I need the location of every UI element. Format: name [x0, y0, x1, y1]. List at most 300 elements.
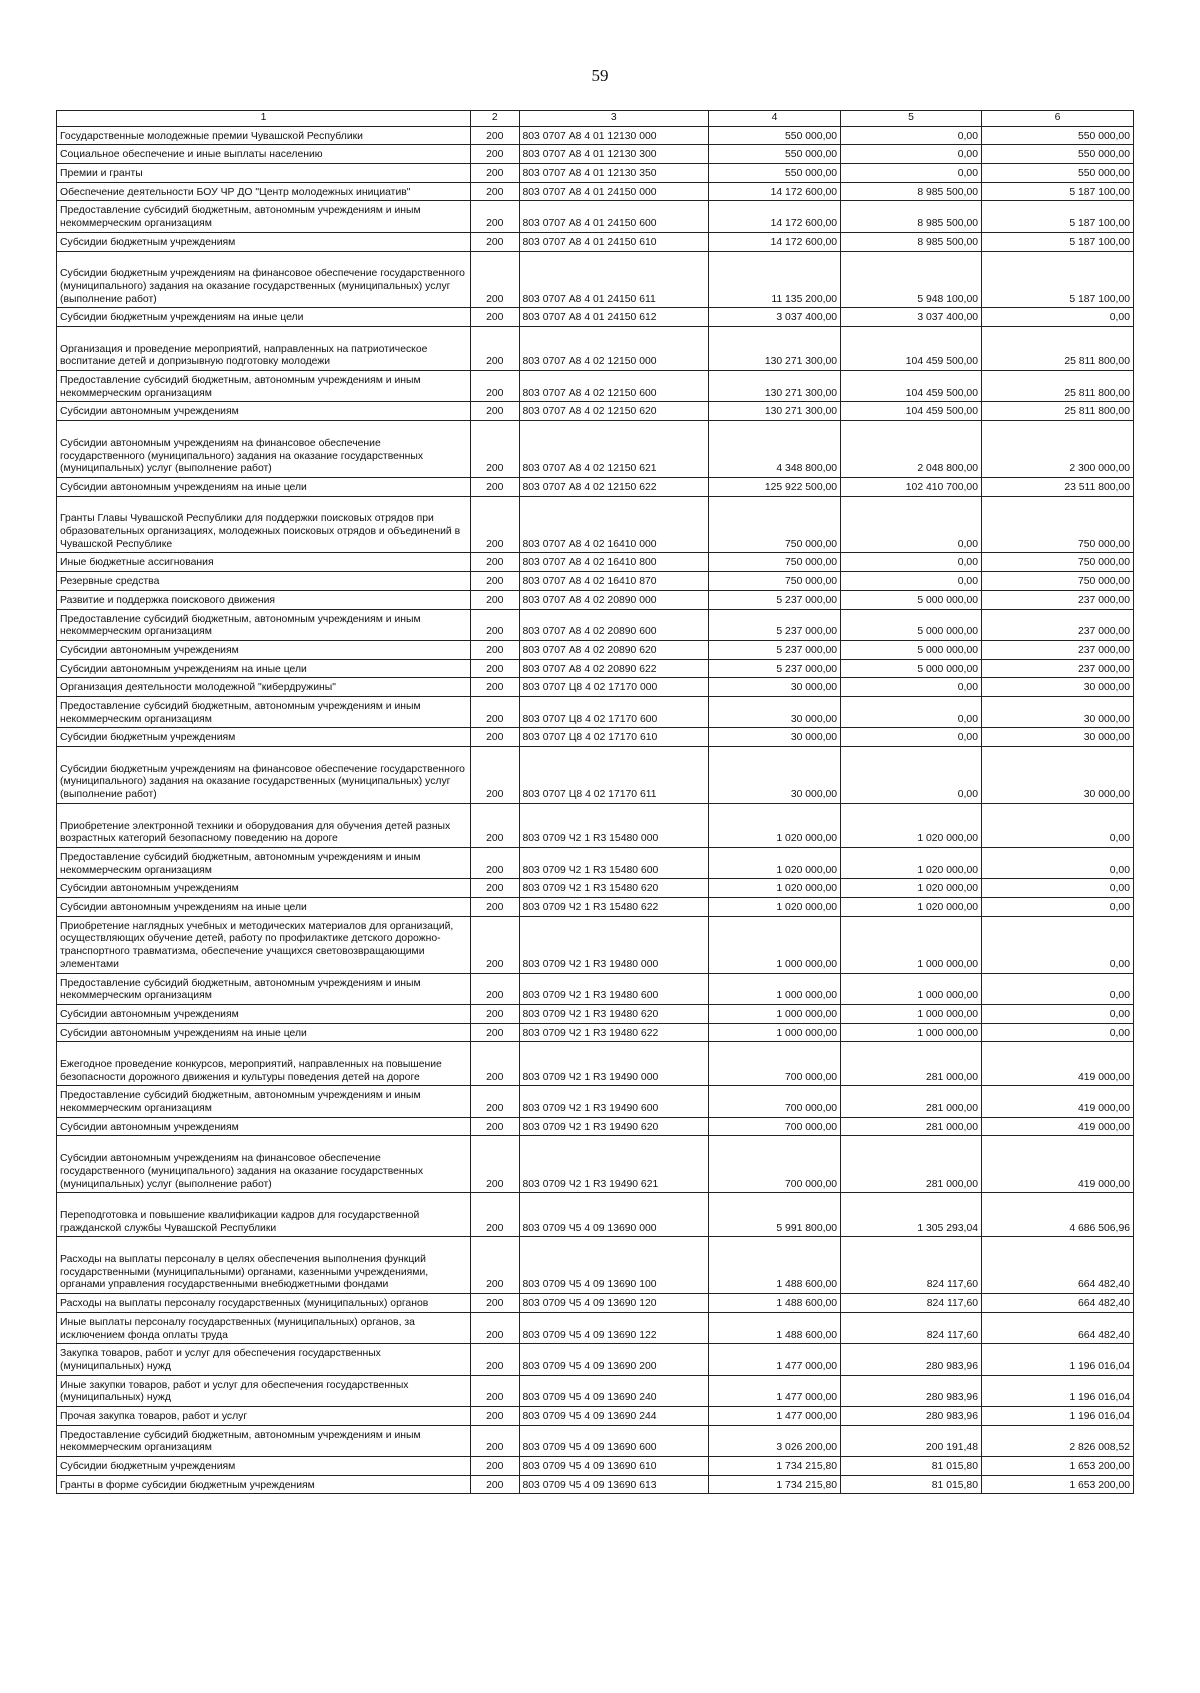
table-row	[57, 590, 1134, 609]
row-classification-cell: 803 0709 Ч5 4 09 13690 610	[519, 1457, 708, 1476]
row-col5-cell: 102 410 700,00	[841, 477, 982, 496]
row-col5-cell: 1 000 000,00	[841, 1004, 982, 1023]
row-col6-cell: 419 000,00	[982, 1086, 1134, 1117]
row-classification-cell: 803 0707 А8 4 02 12150 000	[519, 327, 708, 371]
table-row	[57, 640, 1134, 659]
row-classification-cell: 803 0707 А8 4 01 12130 350	[519, 164, 708, 183]
table-row	[57, 1117, 1134, 1136]
row-code-cell: 200	[471, 1425, 519, 1456]
row-col6-cell: 1 196 016,04	[982, 1344, 1134, 1375]
row-code-cell: 200	[471, 371, 519, 402]
row-col6-cell: 237 000,00	[982, 640, 1134, 659]
row-col6-cell: 0,00	[982, 973, 1134, 1004]
row-code-cell: 200	[471, 1457, 519, 1476]
row-classification-cell: 803 0707 А8 4 02 20890 622	[519, 659, 708, 678]
table-row	[57, 496, 1134, 553]
row-col5-cell: 5 948 100,00	[841, 251, 982, 308]
row-col4-cell: 1 020 000,00	[708, 803, 840, 847]
table-row	[57, 898, 1134, 917]
row-classification-cell: 803 0709 Ч5 4 09 13690 120	[519, 1294, 708, 1313]
row-col5-cell: 3 037 400,00	[841, 308, 982, 327]
row-col5-cell: 0,00	[841, 572, 982, 591]
row-col6-cell: 750 000,00	[982, 496, 1134, 553]
row-col4-cell: 5 237 000,00	[708, 609, 840, 640]
budget-table	[56, 110, 1134, 1494]
row-name-cell: Субсидии автономным учреждениям	[57, 402, 471, 421]
row-code-cell: 200	[471, 973, 519, 1004]
row-col5-cell: 1 020 000,00	[841, 847, 982, 878]
table-row	[57, 1406, 1134, 1425]
row-name-cell: Развитие и поддержка поискового движения	[57, 590, 471, 609]
row-name-cell: Прочая закупка товаров, работ и услуг	[57, 1406, 471, 1425]
row-name-cell: Расходы на выплаты персоналу в целях обеспечения выполнения функций государственными (муниципальными) органами, казенными учреждениями, органами управления государственными внебюджетными фондами	[57, 1237, 471, 1294]
row-code-cell: 200	[471, 251, 519, 308]
row-col6-cell: 0,00	[982, 847, 1134, 878]
row-code-cell: 200	[471, 308, 519, 327]
row-classification-cell: 803 0707 Ц8 4 02 17170 611	[519, 747, 708, 804]
row-name-cell: Социальное обеспечение и иные выплаты населению	[57, 145, 471, 164]
row-col6-cell: 30 000,00	[982, 678, 1134, 697]
row-col6-cell: 750 000,00	[982, 572, 1134, 591]
row-col5-cell: 81 015,80	[841, 1475, 982, 1494]
row-code-cell: 200	[471, 1294, 519, 1313]
row-col5-cell: 0,00	[841, 126, 982, 145]
table-row	[57, 916, 1134, 973]
row-col6-cell: 30 000,00	[982, 747, 1134, 804]
row-col6-cell: 664 482,40	[982, 1237, 1134, 1294]
row-col5-cell: 1 000 000,00	[841, 916, 982, 973]
row-code-cell: 200	[471, 553, 519, 572]
row-col4-cell: 30 000,00	[708, 728, 840, 747]
row-name-cell: Предоставление субсидий бюджетным, автономным учреждениям и иным некоммерческим организациям	[57, 371, 471, 402]
row-col4-cell: 130 271 300,00	[708, 371, 840, 402]
row-col5-cell: 104 459 500,00	[841, 327, 982, 371]
row-col5-cell: 281 000,00	[841, 1117, 982, 1136]
row-col6-cell: 30 000,00	[982, 728, 1134, 747]
row-code-cell: 200	[471, 126, 519, 145]
row-col6-cell: 5 187 100,00	[982, 201, 1134, 232]
row-classification-cell: 803 0707 А8 4 02 20890 620	[519, 640, 708, 659]
row-name-cell: Субсидии автономным учреждениям на иные цели	[57, 898, 471, 917]
row-code-cell: 200	[471, 1344, 519, 1375]
table-row	[57, 728, 1134, 747]
row-col5-cell: 824 117,60	[841, 1312, 982, 1343]
table-row	[57, 1086, 1134, 1117]
row-code-cell: 200	[471, 164, 519, 183]
row-col5-cell: 8 985 500,00	[841, 232, 982, 251]
row-col6-cell: 550 000,00	[982, 126, 1134, 145]
table-row	[57, 659, 1134, 678]
table-row	[57, 847, 1134, 878]
table-row	[57, 1237, 1134, 1294]
row-col5-cell: 1 020 000,00	[841, 803, 982, 847]
row-col4-cell: 750 000,00	[708, 572, 840, 591]
row-col4-cell: 1 477 000,00	[708, 1344, 840, 1375]
row-name-cell: Предоставление субсидий бюджетным, автономным учреждениям и иным некоммерческим организациям	[57, 1086, 471, 1117]
row-classification-cell: 803 0709 Ч5 4 09 13690 244	[519, 1406, 708, 1425]
row-code-cell: 200	[471, 1136, 519, 1193]
row-name-cell: Субсидии бюджетным учреждениям	[57, 1457, 471, 1476]
row-name-cell: Иные бюджетные ассигнования	[57, 553, 471, 572]
row-name-cell: Субсидии автономным учреждениям	[57, 1117, 471, 1136]
row-col4-cell: 1 000 000,00	[708, 1023, 840, 1042]
row-code-cell: 200	[471, 1312, 519, 1343]
table-row	[57, 1193, 1134, 1237]
row-col6-cell: 419 000,00	[982, 1042, 1134, 1086]
row-col6-cell: 550 000,00	[982, 164, 1134, 183]
row-col6-cell: 1 653 200,00	[982, 1475, 1134, 1494]
row-classification-cell: 803 0709 Ч5 4 09 13690 122	[519, 1312, 708, 1343]
row-classification-cell: 803 0709 Ч5 4 09 13690 240	[519, 1375, 708, 1406]
table-row	[57, 308, 1134, 327]
row-col5-cell: 0,00	[841, 553, 982, 572]
row-classification-cell: 803 0709 Ч2 1 R3 15480 622	[519, 898, 708, 917]
row-col4-cell: 3 037 400,00	[708, 308, 840, 327]
row-col6-cell: 419 000,00	[982, 1136, 1134, 1193]
table-row	[57, 182, 1134, 201]
row-name-cell: Субсидии бюджетным учреждениям на финансовое обеспечение государственного (муниципального) задания на оказание государственных (муниципальных) услуг (выполнение работ)	[57, 251, 471, 308]
table-row	[57, 1294, 1134, 1313]
row-classification-cell: 803 0709 Ч5 4 09 13690 200	[519, 1344, 708, 1375]
row-col4-cell: 750 000,00	[708, 496, 840, 553]
row-col4-cell: 4 348 800,00	[708, 421, 840, 478]
row-col5-cell: 8 985 500,00	[841, 182, 982, 201]
table-row	[57, 421, 1134, 478]
row-col5-cell: 0,00	[841, 678, 982, 697]
row-col5-cell: 280 983,96	[841, 1375, 982, 1406]
row-col4-cell: 14 172 600,00	[708, 201, 840, 232]
row-col6-cell: 5 187 100,00	[982, 232, 1134, 251]
table-row	[57, 1344, 1134, 1375]
table-row	[57, 1136, 1134, 1193]
row-classification-cell: 803 0707 Ц8 4 02 17170 610	[519, 728, 708, 747]
row-col5-cell: 281 000,00	[841, 1042, 982, 1086]
row-code-cell: 200	[471, 232, 519, 251]
row-col4-cell: 14 172 600,00	[708, 232, 840, 251]
page-number: 59	[591, 66, 609, 85]
row-classification-cell: 803 0707 А8 4 02 12150 600	[519, 371, 708, 402]
row-code-cell: 200	[471, 609, 519, 640]
row-name-cell: Государственные молодежные премии Чувашской Республики	[57, 126, 471, 145]
row-code-cell: 200	[471, 847, 519, 878]
row-col4-cell: 14 172 600,00	[708, 182, 840, 201]
column-header: 3	[519, 111, 708, 127]
row-col4-cell: 1 020 000,00	[708, 879, 840, 898]
row-name-cell: Субсидии автономным учреждениям на иные цели	[57, 477, 471, 496]
table-row	[57, 251, 1134, 308]
row-col6-cell: 419 000,00	[982, 1117, 1134, 1136]
row-classification-cell: 803 0707 А8 4 02 12150 622	[519, 477, 708, 496]
row-name-cell: Предоставление субсидий бюджетным, автономным учреждениям и иным некоммерческим организациям	[57, 847, 471, 878]
row-col6-cell: 237 000,00	[982, 659, 1134, 678]
row-col6-cell: 750 000,00	[982, 553, 1134, 572]
table-row	[57, 126, 1134, 145]
row-code-cell: 200	[471, 728, 519, 747]
row-name-cell: Субсидии автономным учреждениям на иные цели	[57, 659, 471, 678]
row-name-cell: Субсидии бюджетным учреждениям	[57, 728, 471, 747]
row-code-cell: 200	[471, 182, 519, 201]
row-classification-cell: 803 0707 А8 4 01 24150 000	[519, 182, 708, 201]
row-col6-cell: 5 187 100,00	[982, 182, 1134, 201]
row-col4-cell: 1 000 000,00	[708, 916, 840, 973]
row-classification-cell: 803 0709 Ч5 4 09 13690 000	[519, 1193, 708, 1237]
row-classification-cell: 803 0709 Ч2 1 R3 19480 600	[519, 973, 708, 1004]
row-name-cell: Субсидии автономным учреждениям на финансовое обеспечение государственного (муниципального) задания на оказание государственных (муниципальных) услуг (выполнение работ)	[57, 421, 471, 478]
row-classification-cell: 803 0707 А8 4 02 12150 620	[519, 402, 708, 421]
table-row	[57, 1425, 1134, 1456]
row-col4-cell: 1 734 215,80	[708, 1457, 840, 1476]
row-col5-cell: 5 000 000,00	[841, 659, 982, 678]
row-code-cell: 200	[471, 747, 519, 804]
row-name-cell: Закупка товаров, работ и услуг для обеспечения государственных (муниципальных) нужд	[57, 1344, 471, 1375]
row-col5-cell: 5 000 000,00	[841, 590, 982, 609]
row-col4-cell: 700 000,00	[708, 1136, 840, 1193]
row-name-cell: Резервные средства	[57, 572, 471, 591]
row-col6-cell: 2 826 008,52	[982, 1425, 1134, 1456]
row-code-cell: 200	[471, 1475, 519, 1494]
row-classification-cell: 803 0709 Ч5 4 09 13690 613	[519, 1475, 708, 1494]
row-classification-cell: 803 0709 Ч2 1 R3 19490 600	[519, 1086, 708, 1117]
row-col4-cell: 1 488 600,00	[708, 1294, 840, 1313]
row-code-cell: 200	[471, 696, 519, 727]
row-col6-cell: 237 000,00	[982, 590, 1134, 609]
row-col4-cell: 130 271 300,00	[708, 402, 840, 421]
row-col6-cell: 2 300 000,00	[982, 421, 1134, 478]
table-row	[57, 371, 1134, 402]
row-col5-cell: 0,00	[841, 728, 982, 747]
row-col6-cell: 1 196 016,04	[982, 1406, 1134, 1425]
row-col5-cell: 0,00	[841, 164, 982, 183]
row-col6-cell: 1 653 200,00	[982, 1457, 1134, 1476]
row-col6-cell: 0,00	[982, 898, 1134, 917]
row-code-cell: 200	[471, 402, 519, 421]
row-name-cell: Субсидии бюджетным учреждениям	[57, 232, 471, 251]
column-header: 6	[982, 111, 1134, 127]
table-row	[57, 1004, 1134, 1023]
table-row	[57, 803, 1134, 847]
row-code-cell: 200	[471, 640, 519, 659]
row-name-cell: Организация деятельности молодежной "кибердружины"	[57, 678, 471, 697]
row-col6-cell: 0,00	[982, 803, 1134, 847]
row-col4-cell: 1 020 000,00	[708, 847, 840, 878]
row-col6-cell: 0,00	[982, 308, 1134, 327]
row-classification-cell: 803 0707 А8 4 01 12130 300	[519, 145, 708, 164]
row-name-cell: Субсидии автономным учреждениям	[57, 640, 471, 659]
row-col6-cell: 0,00	[982, 1023, 1134, 1042]
row-col6-cell: 25 811 800,00	[982, 327, 1134, 371]
row-col6-cell: 664 482,40	[982, 1294, 1134, 1313]
row-col4-cell: 130 271 300,00	[708, 327, 840, 371]
row-col4-cell: 1 488 600,00	[708, 1237, 840, 1294]
row-code-cell: 200	[471, 1375, 519, 1406]
row-code-cell: 200	[471, 659, 519, 678]
table-row	[57, 678, 1134, 697]
row-col4-cell: 1 000 000,00	[708, 973, 840, 1004]
row-col6-cell: 550 000,00	[982, 145, 1134, 164]
row-col5-cell: 1 305 293,04	[841, 1193, 982, 1237]
row-col5-cell: 104 459 500,00	[841, 402, 982, 421]
row-classification-cell: 803 0709 Ч2 1 R3 19480 622	[519, 1023, 708, 1042]
row-col5-cell: 1 000 000,00	[841, 1023, 982, 1042]
row-col5-cell: 824 117,60	[841, 1237, 982, 1294]
row-code-cell: 200	[471, 145, 519, 164]
row-col4-cell: 1 734 215,80	[708, 1475, 840, 1494]
row-col4-cell: 700 000,00	[708, 1086, 840, 1117]
row-col5-cell: 0,00	[841, 696, 982, 727]
row-col5-cell: 1 000 000,00	[841, 973, 982, 1004]
row-code-cell: 200	[471, 496, 519, 553]
row-col4-cell: 550 000,00	[708, 164, 840, 183]
row-col4-cell: 5 991 800,00	[708, 1193, 840, 1237]
row-classification-cell: 803 0707 А8 4 01 24150 612	[519, 308, 708, 327]
row-col5-cell: 0,00	[841, 496, 982, 553]
row-col4-cell: 1 000 000,00	[708, 1004, 840, 1023]
row-name-cell: Субсидии бюджетным учреждениям на иные цели	[57, 308, 471, 327]
row-classification-cell: 803 0709 Ч2 1 R3 15480 000	[519, 803, 708, 847]
row-col6-cell: 4 686 506,96	[982, 1193, 1134, 1237]
table-row	[57, 1475, 1134, 1494]
row-col4-cell: 5 237 000,00	[708, 659, 840, 678]
table-header-row	[57, 111, 1134, 127]
row-col4-cell: 30 000,00	[708, 696, 840, 727]
row-classification-cell: 803 0707 А8 4 01 12130 000	[519, 126, 708, 145]
table-row	[57, 201, 1134, 232]
table-row	[57, 402, 1134, 421]
row-code-cell: 200	[471, 803, 519, 847]
row-col6-cell: 30 000,00	[982, 696, 1134, 727]
row-classification-cell: 803 0709 Ч5 4 09 13690 100	[519, 1237, 708, 1294]
row-code-cell: 200	[471, 678, 519, 697]
row-col4-cell: 550 000,00	[708, 126, 840, 145]
row-name-cell: Премии и гранты	[57, 164, 471, 183]
row-classification-cell: 803 0709 Ч2 1 R3 19490 620	[519, 1117, 708, 1136]
row-code-cell: 200	[471, 1193, 519, 1237]
row-name-cell: Переподготовка и повышение квалификации кадров для государственной гражданской службы Чувашской Республики	[57, 1193, 471, 1237]
row-col5-cell: 280 983,96	[841, 1344, 982, 1375]
row-name-cell: Субсидии автономным учреждениям	[57, 1004, 471, 1023]
table-row	[57, 747, 1134, 804]
row-classification-cell: 803 0709 Ч2 1 R3 19490 621	[519, 1136, 708, 1193]
row-col5-cell: 280 983,96	[841, 1406, 982, 1425]
row-col5-cell: 1 020 000,00	[841, 898, 982, 917]
row-code-cell: 200	[471, 572, 519, 591]
row-col4-cell: 11 135 200,00	[708, 251, 840, 308]
row-name-cell: Ежегодное проведение конкурсов, мероприятий, направленных на повышение безопасности дорожного движения и культуры поведения детей на дороге	[57, 1042, 471, 1086]
table-row	[57, 327, 1134, 371]
row-col4-cell: 1 020 000,00	[708, 898, 840, 917]
table-row	[57, 477, 1134, 496]
row-col4-cell: 550 000,00	[708, 145, 840, 164]
row-name-cell: Приобретение электронной техники и оборудования для обучения детей разных возрастных категорий безопасному поведению на дороге	[57, 803, 471, 847]
row-name-cell: Субсидии автономным учреждениям	[57, 879, 471, 898]
column-header: 4	[708, 111, 840, 127]
row-name-cell: Гранты Главы Чувашской Республики для поддержки поисковых отрядов при образовательных организациях, молодежных поисковых отрядов и объединений в Чувашской Республике	[57, 496, 471, 553]
row-col4-cell: 125 922 500,00	[708, 477, 840, 496]
table-row	[57, 1457, 1134, 1476]
row-col4-cell: 750 000,00	[708, 553, 840, 572]
row-name-cell: Организация и проведение мероприятий, направленных на патриотическое воспитание детей и допризывную подготовку молодежи	[57, 327, 471, 371]
row-col5-cell: 81 015,80	[841, 1457, 982, 1476]
row-code-cell: 200	[471, 1086, 519, 1117]
row-code-cell: 200	[471, 201, 519, 232]
row-code-cell: 200	[471, 879, 519, 898]
row-code-cell: 200	[471, 421, 519, 478]
column-header: 2	[471, 111, 519, 127]
row-name-cell: Субсидии бюджетным учреждениям на финансовое обеспечение государственного (муниципального) задания на оказание государственных (муниципальных) услуг (выполнение работ)	[57, 747, 471, 804]
row-col4-cell: 3 026 200,00	[708, 1425, 840, 1456]
row-col5-cell: 1 020 000,00	[841, 879, 982, 898]
row-col6-cell: 25 811 800,00	[982, 371, 1134, 402]
row-name-cell: Обеспечение деятельности БОУ ЧР ДО "Центр молодежных инициатив"	[57, 182, 471, 201]
row-code-cell: 200	[471, 1042, 519, 1086]
row-col4-cell: 30 000,00	[708, 747, 840, 804]
row-name-cell: Предоставление субсидий бюджетным, автономным учреждениям и иным некоммерческим организациям	[57, 1425, 471, 1456]
row-col5-cell: 104 459 500,00	[841, 371, 982, 402]
table-row	[57, 1042, 1134, 1086]
column-header: 5	[841, 111, 982, 127]
row-classification-cell: 803 0707 А8 4 02 16410 800	[519, 553, 708, 572]
table-row	[57, 609, 1134, 640]
row-classification-cell: 803 0707 А8 4 02 20890 600	[519, 609, 708, 640]
row-col6-cell: 5 187 100,00	[982, 251, 1134, 308]
row-col6-cell: 664 482,40	[982, 1312, 1134, 1343]
row-col5-cell: 0,00	[841, 747, 982, 804]
row-classification-cell: 803 0707 А8 4 01 24150 611	[519, 251, 708, 308]
row-classification-cell: 803 0709 Ч5 4 09 13690 600	[519, 1425, 708, 1456]
row-classification-cell: 803 0707 Ц8 4 02 17170 600	[519, 696, 708, 727]
row-name-cell: Гранты в форме субсидии бюджетным учреждениям	[57, 1475, 471, 1494]
row-classification-cell: 803 0709 Ч2 1 R3 19480 620	[519, 1004, 708, 1023]
row-col5-cell: 8 985 500,00	[841, 201, 982, 232]
row-classification-cell: 803 0709 Ч2 1 R3 15480 600	[519, 847, 708, 878]
row-classification-cell: 803 0707 А8 4 01 24150 600	[519, 201, 708, 232]
row-col4-cell: 700 000,00	[708, 1117, 840, 1136]
table-row	[57, 696, 1134, 727]
row-classification-cell: 803 0707 Ц8 4 02 17170 000	[519, 678, 708, 697]
row-code-cell: 200	[471, 590, 519, 609]
row-col6-cell: 1 196 016,04	[982, 1375, 1134, 1406]
row-col5-cell: 2 048 800,00	[841, 421, 982, 478]
row-name-cell: Предоставление субсидий бюджетным, автономным учреждениям и иным некоммерческим организациям	[57, 609, 471, 640]
row-col6-cell: 0,00	[982, 916, 1134, 973]
row-classification-cell: 803 0707 А8 4 02 20890 000	[519, 590, 708, 609]
row-name-cell: Субсидии автономным учреждениям на финансовое обеспечение государственного (муниципального) задания на оказание государственных (муниципальных) услуг (выполнение работ)	[57, 1136, 471, 1193]
row-col6-cell: 237 000,00	[982, 609, 1134, 640]
table-body	[57, 126, 1134, 1494]
table-row	[57, 553, 1134, 572]
row-code-cell: 200	[471, 327, 519, 371]
row-name-cell: Приобретение наглядных учебных и методических материалов для организаций, осуществляющих обучение детей, работу по профилактике детского дорожно-транспортного травматизма, обеспечение учащихся световозвращающими элементами	[57, 916, 471, 973]
row-col4-cell: 1 488 600,00	[708, 1312, 840, 1343]
row-col5-cell: 281 000,00	[841, 1136, 982, 1193]
row-col5-cell: 5 000 000,00	[841, 609, 982, 640]
row-classification-cell: 803 0709 Ч2 1 R3 15480 620	[519, 879, 708, 898]
row-name-cell: Предоставление субсидий бюджетным, автономным учреждениям и иным некоммерческим организациям	[57, 201, 471, 232]
table-row	[57, 164, 1134, 183]
row-col6-cell: 23 511 800,00	[982, 477, 1134, 496]
row-col5-cell: 0,00	[841, 145, 982, 164]
row-classification-cell: 803 0709 Ч2 1 R3 19490 000	[519, 1042, 708, 1086]
row-code-cell: 200	[471, 898, 519, 917]
row-col5-cell: 5 000 000,00	[841, 640, 982, 659]
row-col5-cell: 200 191,48	[841, 1425, 982, 1456]
row-col4-cell: 5 237 000,00	[708, 640, 840, 659]
row-code-cell: 200	[471, 1117, 519, 1136]
row-col4-cell: 1 477 000,00	[708, 1375, 840, 1406]
row-code-cell: 200	[471, 1237, 519, 1294]
row-name-cell: Предоставление субсидий бюджетным, автономным учреждениям и иным некоммерческим организациям	[57, 696, 471, 727]
row-name-cell: Субсидии автономным учреждениям на иные цели	[57, 1023, 471, 1042]
